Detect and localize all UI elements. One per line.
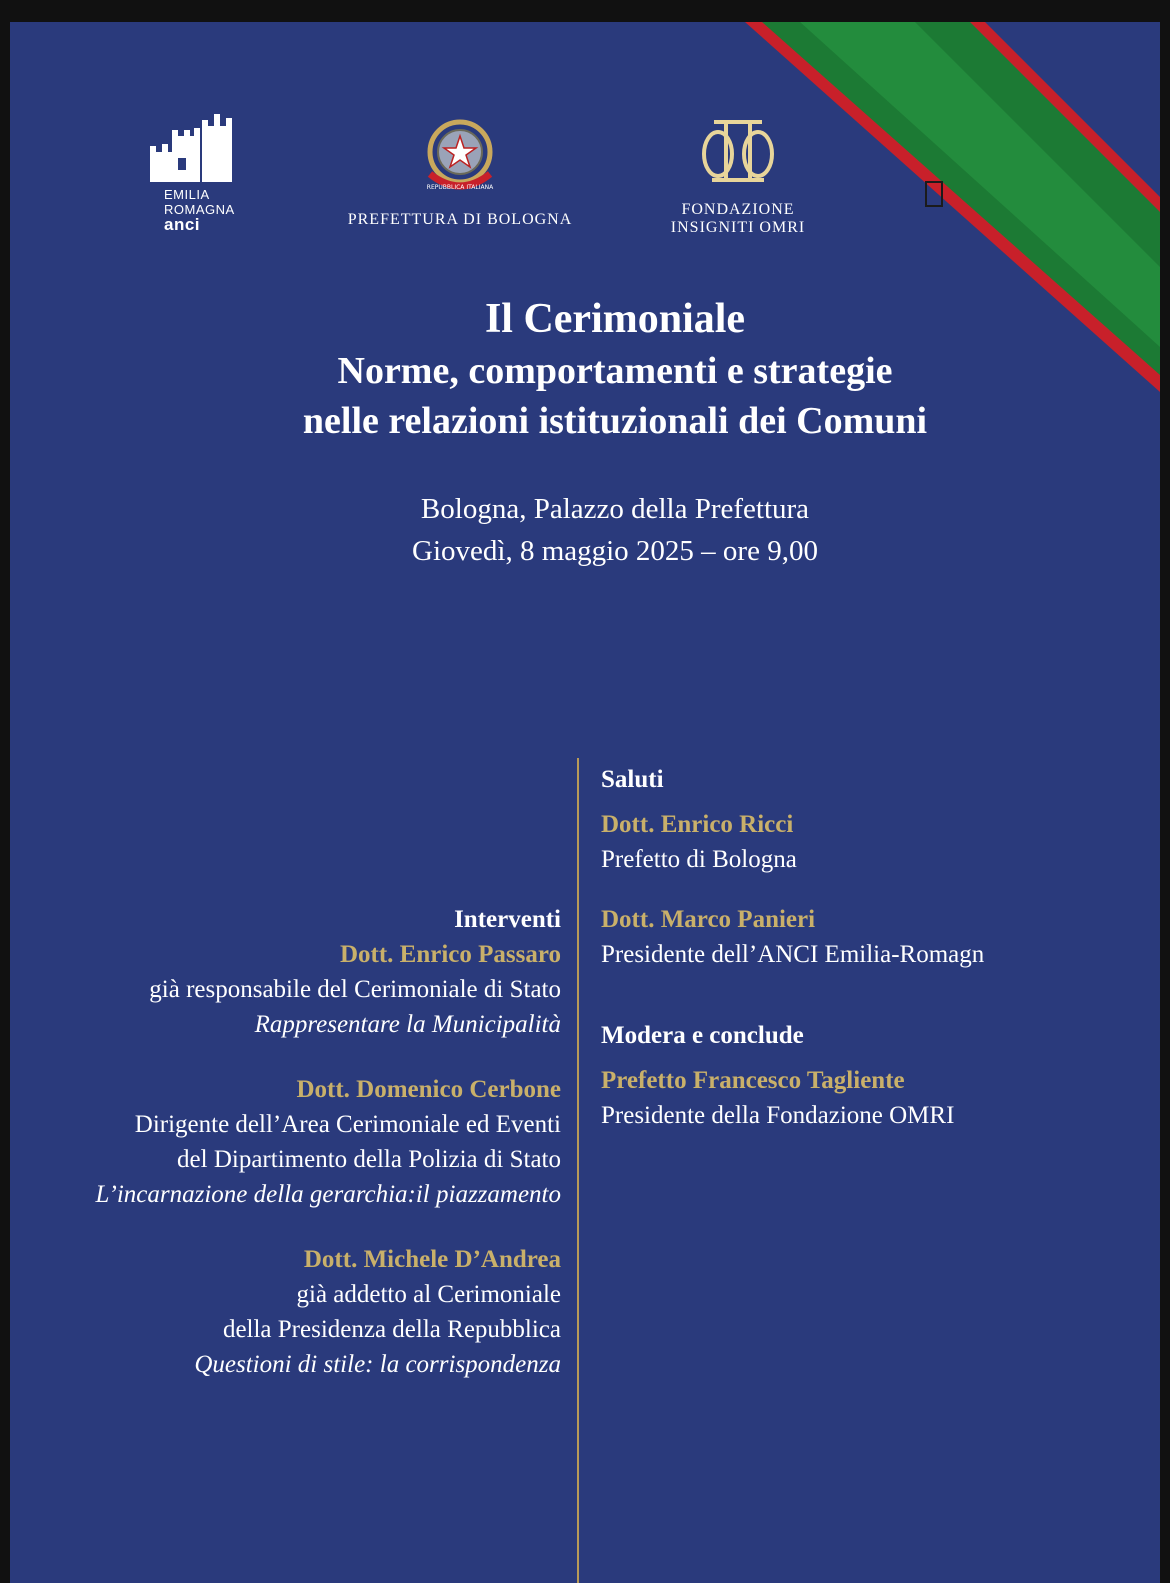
speaker-role: del Dipartimento della Polizia di Stato bbox=[177, 1146, 561, 1173]
speaker-role: Dirigente dell’Area Cerimoniale ed Eventi bbox=[134, 1111, 561, 1138]
omri-caption-line1: FONDAZIONE bbox=[681, 201, 795, 218]
title-line2: Norme, comportamenti e strategie bbox=[337, 350, 893, 392]
saluti-label: Saluti bbox=[601, 766, 664, 793]
title-line1: Il Cerimoniale bbox=[484, 296, 746, 342]
speaker-entry bbox=[30, 1072, 561, 1212]
moderator-role: Presidente della Fondazione OMRI bbox=[601, 1102, 955, 1129]
greeter-role: Prefetto di Bologna bbox=[601, 846, 797, 873]
prefettura-logo bbox=[340, 114, 580, 229]
interventi-section bbox=[30, 902, 561, 1382]
prefettura-caption: PREFETTURA DI BOLOGNA bbox=[347, 211, 573, 228]
speaker-role: già responsabile del Cerimoniale di Stato bbox=[149, 976, 561, 1003]
omri-logo bbox=[658, 114, 818, 237]
event-title bbox=[10, 292, 1160, 446]
speaker-role: della Presidenza della Repubblica bbox=[222, 1316, 561, 1343]
speaker-topic: Questioni di stile: la corrispondenza bbox=[194, 1351, 561, 1378]
greeter-name: Dott. Enrico Ricci bbox=[601, 811, 794, 838]
anci-logo bbox=[140, 110, 240, 233]
speaker-name: Dott. Enrico Passaro bbox=[339, 941, 561, 968]
speaker-topic: L’incarnazione della gerarchia:il piazzamento bbox=[95, 1181, 561, 1208]
anci-logo-line2: ROMAGNA bbox=[164, 202, 235, 217]
anci-logo-line1: EMILIA bbox=[164, 187, 210, 202]
moderator-name: Prefetto Francesco Tagliente bbox=[601, 1067, 905, 1094]
title-line3: nelle relazioni istituzionali dei Comuni bbox=[302, 400, 928, 442]
speaker-role: già addetto al Cerimoniale bbox=[296, 1281, 561, 1308]
speaker-entry bbox=[30, 937, 561, 1042]
anci-logo-line3: anci bbox=[164, 215, 201, 234]
speaker-topic: Rappresentare la Municipalità bbox=[254, 1011, 561, 1038]
speaker-name: Dott. Domenico Cerbone bbox=[296, 1076, 561, 1103]
invitation-page bbox=[10, 22, 1160, 1583]
speaker-entry bbox=[30, 1242, 561, 1382]
omri-caption-line2: INSIGNITI OMRI bbox=[670, 219, 806, 236]
republic-emblem-icon bbox=[420, 114, 500, 198]
castle-icon bbox=[142, 110, 238, 182]
venue-place: Bologna, Palazzo della Prefettura bbox=[420, 493, 810, 525]
emblem-ribbon-text: REPUBBLICA ITALIANA bbox=[426, 184, 494, 191]
interventi-label: Interventi bbox=[454, 906, 561, 933]
greeter-name: Dott. Marco Panieri bbox=[601, 906, 816, 933]
saluti-section bbox=[601, 762, 1141, 1133]
modera-label: Modera e conclude bbox=[601, 1022, 804, 1049]
event-venue bbox=[10, 488, 1160, 572]
venue-date: Giovedì, 8 maggio 2025 – ore 9,00 bbox=[412, 535, 818, 567]
speaker-name: Dott. Michele D’Andrea bbox=[303, 1246, 561, 1273]
greeter-role: Presidente dell’ANCI Emilia-Romagn bbox=[601, 941, 985, 968]
omri-monogram-icon bbox=[696, 114, 780, 188]
column-divider bbox=[577, 758, 579, 1583]
